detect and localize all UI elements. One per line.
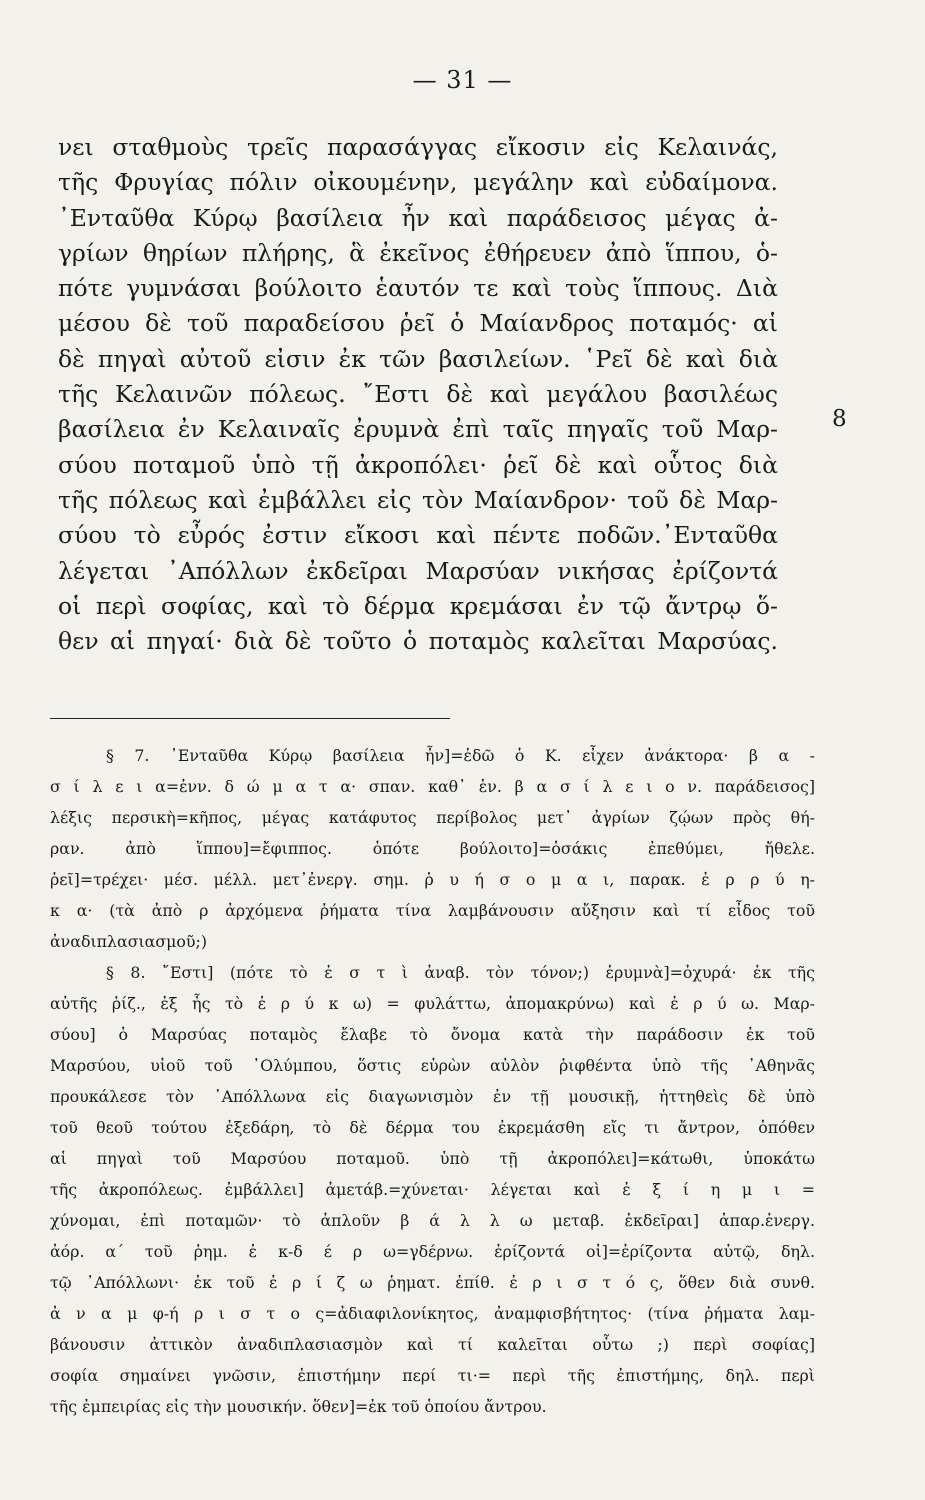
note-line: § 7. ᾿Ενταῦθα Κύρῳ βασίλεια ἦν]=ἐδῶ ὁ Κ. εἶχεν ἀνάκτορα· β α - bbox=[106, 746, 815, 765]
main-text bbox=[58, 130, 778, 659]
note-line: ῥεῖ]=τρέχει· μέσ. μέλλ. μετ᾿ἐνεργ. σημ. ῥ υ ή σ ο μ α ι, παρακ. ἐ ρ ρ ύ η- bbox=[50, 870, 815, 889]
main-text-line: τῆς Φρυγίας πόλιν οἰκουμένην, μεγάλην καὶ εὐδαίμονα. bbox=[58, 168, 778, 197]
note-line: Μαρσύου, υἱοῦ τοῦ ᾿Ολύμπου, ὅστις εὑρὼν αὐλὸν ῥιφθέντα ὑπὸ τῆς ᾿Αθηνᾶς bbox=[50, 1056, 815, 1075]
main-text-line: δὲ πηγαὶ αὐτοῦ εἰσιν ἐκ τῶν βασιλείων. ῾Ρεῖ δὲ καὶ διὰ bbox=[58, 344, 778, 373]
note-line: τῆς ἐμπειρίας εἰς τὴν μουσικήν. ὅθεν]=ἐκ τοῦ ὁποίου ἄντρου. bbox=[50, 1397, 547, 1416]
main-text-line: τῆς πόλεως καὶ ἐμβάλλει εἰς τὸν Μαίανδρον· τοῦ δὲ Μαρ- bbox=[58, 485, 778, 514]
main-text-line: σύου ποταμοῦ ὑπὸ τῇ ἀκροπόλει· ῥεῖ δὲ καὶ οὗτος διὰ bbox=[58, 450, 778, 479]
note-line: σύου] ὁ Μαρσύας ποταμὸς ἔλαβε τὸ ὄνομα κατὰ τὴν παράδοσιν ἐκ τοῦ bbox=[50, 1025, 815, 1044]
main-text-line: λέγεται ᾿Απόλλων ἐκδεῖραι Μαρσύαν νικήσας ἐρίζοντά bbox=[58, 556, 778, 585]
note-line: αὐτῆς ῥίζ., ἐξ ἧς τὸ ἐ ρ ύ κ ω) = φυλάττω, ἀπομακρύνω) καὶ ἐ ρ ύ ω. Μαρ- bbox=[50, 994, 815, 1013]
note-line: ραν. ἀπὸ ἵππου]=ἔφιππος. ὁπότε βούλοιτο]=ὁσάκις ἐπεθύμει, ἤθελε. bbox=[50, 839, 815, 858]
note-line: § 8. ῎Εστι] (πότε τὸ ἐ σ τ ὶ ἀναβ. τὸν τόνον;) ἐρυμνὰ]=ὀχυρά· ἐκ τῆς bbox=[106, 963, 815, 982]
main-text-line: μέσου δὲ τοῦ παραδείσου ῥεῖ ὁ Μαίανδρος ποταμός· αἱ bbox=[58, 309, 778, 338]
note-line: σοφία σημαίνει γνῶσιν, ἐπιστήμην περί τι·= περὶ τῆς ἐπιστήμης, δηλ. περὶ bbox=[50, 1366, 815, 1385]
commentary-notes bbox=[50, 740, 815, 1422]
note-line: αἱ πηγαὶ τοῦ Μαρσύου ποταμοῦ. ὑπὸ τῇ ἀκροπόλει]=κάτωθι, ὑποκάτω bbox=[50, 1149, 815, 1168]
note-line: κ α· (τὰ ἀπὸ ρ ἀρχόμενα ῥήματα τίνα λαμβάνουσιν αὔξησιν καὶ τί εἶδος τοῦ bbox=[50, 901, 815, 920]
note-line: ἀόρ. α΄ τοῦ ῥημ. ἐ κ-δ έ ρ ω=γδέρνω. ἐρίζοντά οἱ]=ἐρίζοντα αὐτῷ, δηλ. bbox=[50, 1242, 815, 1261]
main-text-line: θεν αἱ πηγαί· διὰ δὲ τοῦτο ὁ ποταμὸς καλεῖται Μαρσύας. bbox=[58, 627, 778, 656]
footnote-divider bbox=[50, 718, 450, 719]
main-text-line: σύου τὸ εὖρός ἐστιν εἴκοσι καὶ πέντε ποδῶν.᾿Ενταῦθα bbox=[58, 521, 778, 550]
note-line: τῷ ᾿Απόλλωνι· ἐκ τοῦ ἐ ρ ί ζ ω ῥηματ. ἐπίθ. ἐ ρ ι σ τ ό ς, ὅθεν διὰ συνθ. bbox=[50, 1273, 815, 1292]
note-line: βάνουσιν ἀττικὸν ἀναδιπλασιασμὸν καὶ τί καλεῖται οὗτω ;) περὶ σοφίας] bbox=[50, 1335, 815, 1354]
main-text-line: ᾿Ενταῦθα Κύρῳ βασίλεια ἦν καὶ παράδεισος μέγας ἀ- bbox=[58, 203, 778, 232]
note-line: τοῦ θεοῦ τούτου ἐξεδάρη, τὸ δὲ δέρμα του ἐκρεμάσθη εἴς τι ἄντρον, ὁπόθεν bbox=[50, 1118, 815, 1137]
note-line: ἀ ν α μ φ-ή ρ ι σ τ ο ς=ἀδιαφιλονίκητος, ἀναμφισβήτητος· (τίνα ῥήματα λαμ- bbox=[50, 1304, 815, 1323]
main-text-line: γρίων θηρίων πλήρης, ἃ ἐκεῖνος ἐθήρευεν ἀπὸ ἵππου, ὁ- bbox=[58, 238, 778, 267]
note-line: χύνομαι, ἐπὶ ποταμῶν· τὸ ἁπλοῦν β ά λ λ ω μεταβ. ἐκδεῖραι] ἀπαρ.ἐνεργ. bbox=[50, 1211, 815, 1230]
note-line: ἀναδιπλασιασμοῦ;) bbox=[50, 932, 207, 951]
main-text-line: οἱ περὶ σοφίας, καὶ τὸ δέρμα κρεμάσαι ἐν τῷ ἄντρῳ ὅ- bbox=[58, 591, 778, 620]
note-line: λέξις περσικὴ=κῆπος, μέγας κατάφυτος περίβολος μετ᾿ ἀγρίων ζῴων πρὸς θή- bbox=[50, 808, 815, 827]
main-text-line: τῆς Κελαινῶν πόλεως. ῎Εστι δὲ καὶ μεγάλου βασιλέως bbox=[58, 380, 778, 409]
main-text-line: νει σταθμοὺς τρεῖς παρασάγγας εἴκοσιν εἰς Κελαινάς, bbox=[58, 133, 778, 161]
section-margin-number: 8 bbox=[832, 406, 847, 432]
note-line: σ ί λ ε ι α=ἐνν. δ ώ μ α τ α· σπαν. καθ᾿ ἑν. β α σ ί λ ε ι ο ν. παράδεισος] bbox=[50, 777, 815, 796]
note-line: προυκάλεσε τὸν ᾿Απόλλωνα εἰς διαγωνισμὸν ἐν τῇ μουσικῇ, ἡττηθεὶς δὲ ὑπὸ bbox=[50, 1087, 815, 1106]
note-line: τῆς ἀκροπόλεως. ἐμβάλλει] ἀμετάβ.=χύνεται· λέγεται καὶ ἐ ξ ί η μ ι = bbox=[50, 1180, 815, 1199]
main-text-line: πότε γυμνάσαι βούλοιτο ἑαυτόν τε καὶ τοὺς ἵππους. Διὰ bbox=[58, 274, 778, 303]
main-text-line: βασίλεια ἐν Κελαιναῖς ἐρυμνὰ ἐπὶ ταῖς πηγαῖς τοῦ Μαρ- bbox=[58, 415, 778, 444]
page-number: — 31 — bbox=[412, 66, 513, 94]
